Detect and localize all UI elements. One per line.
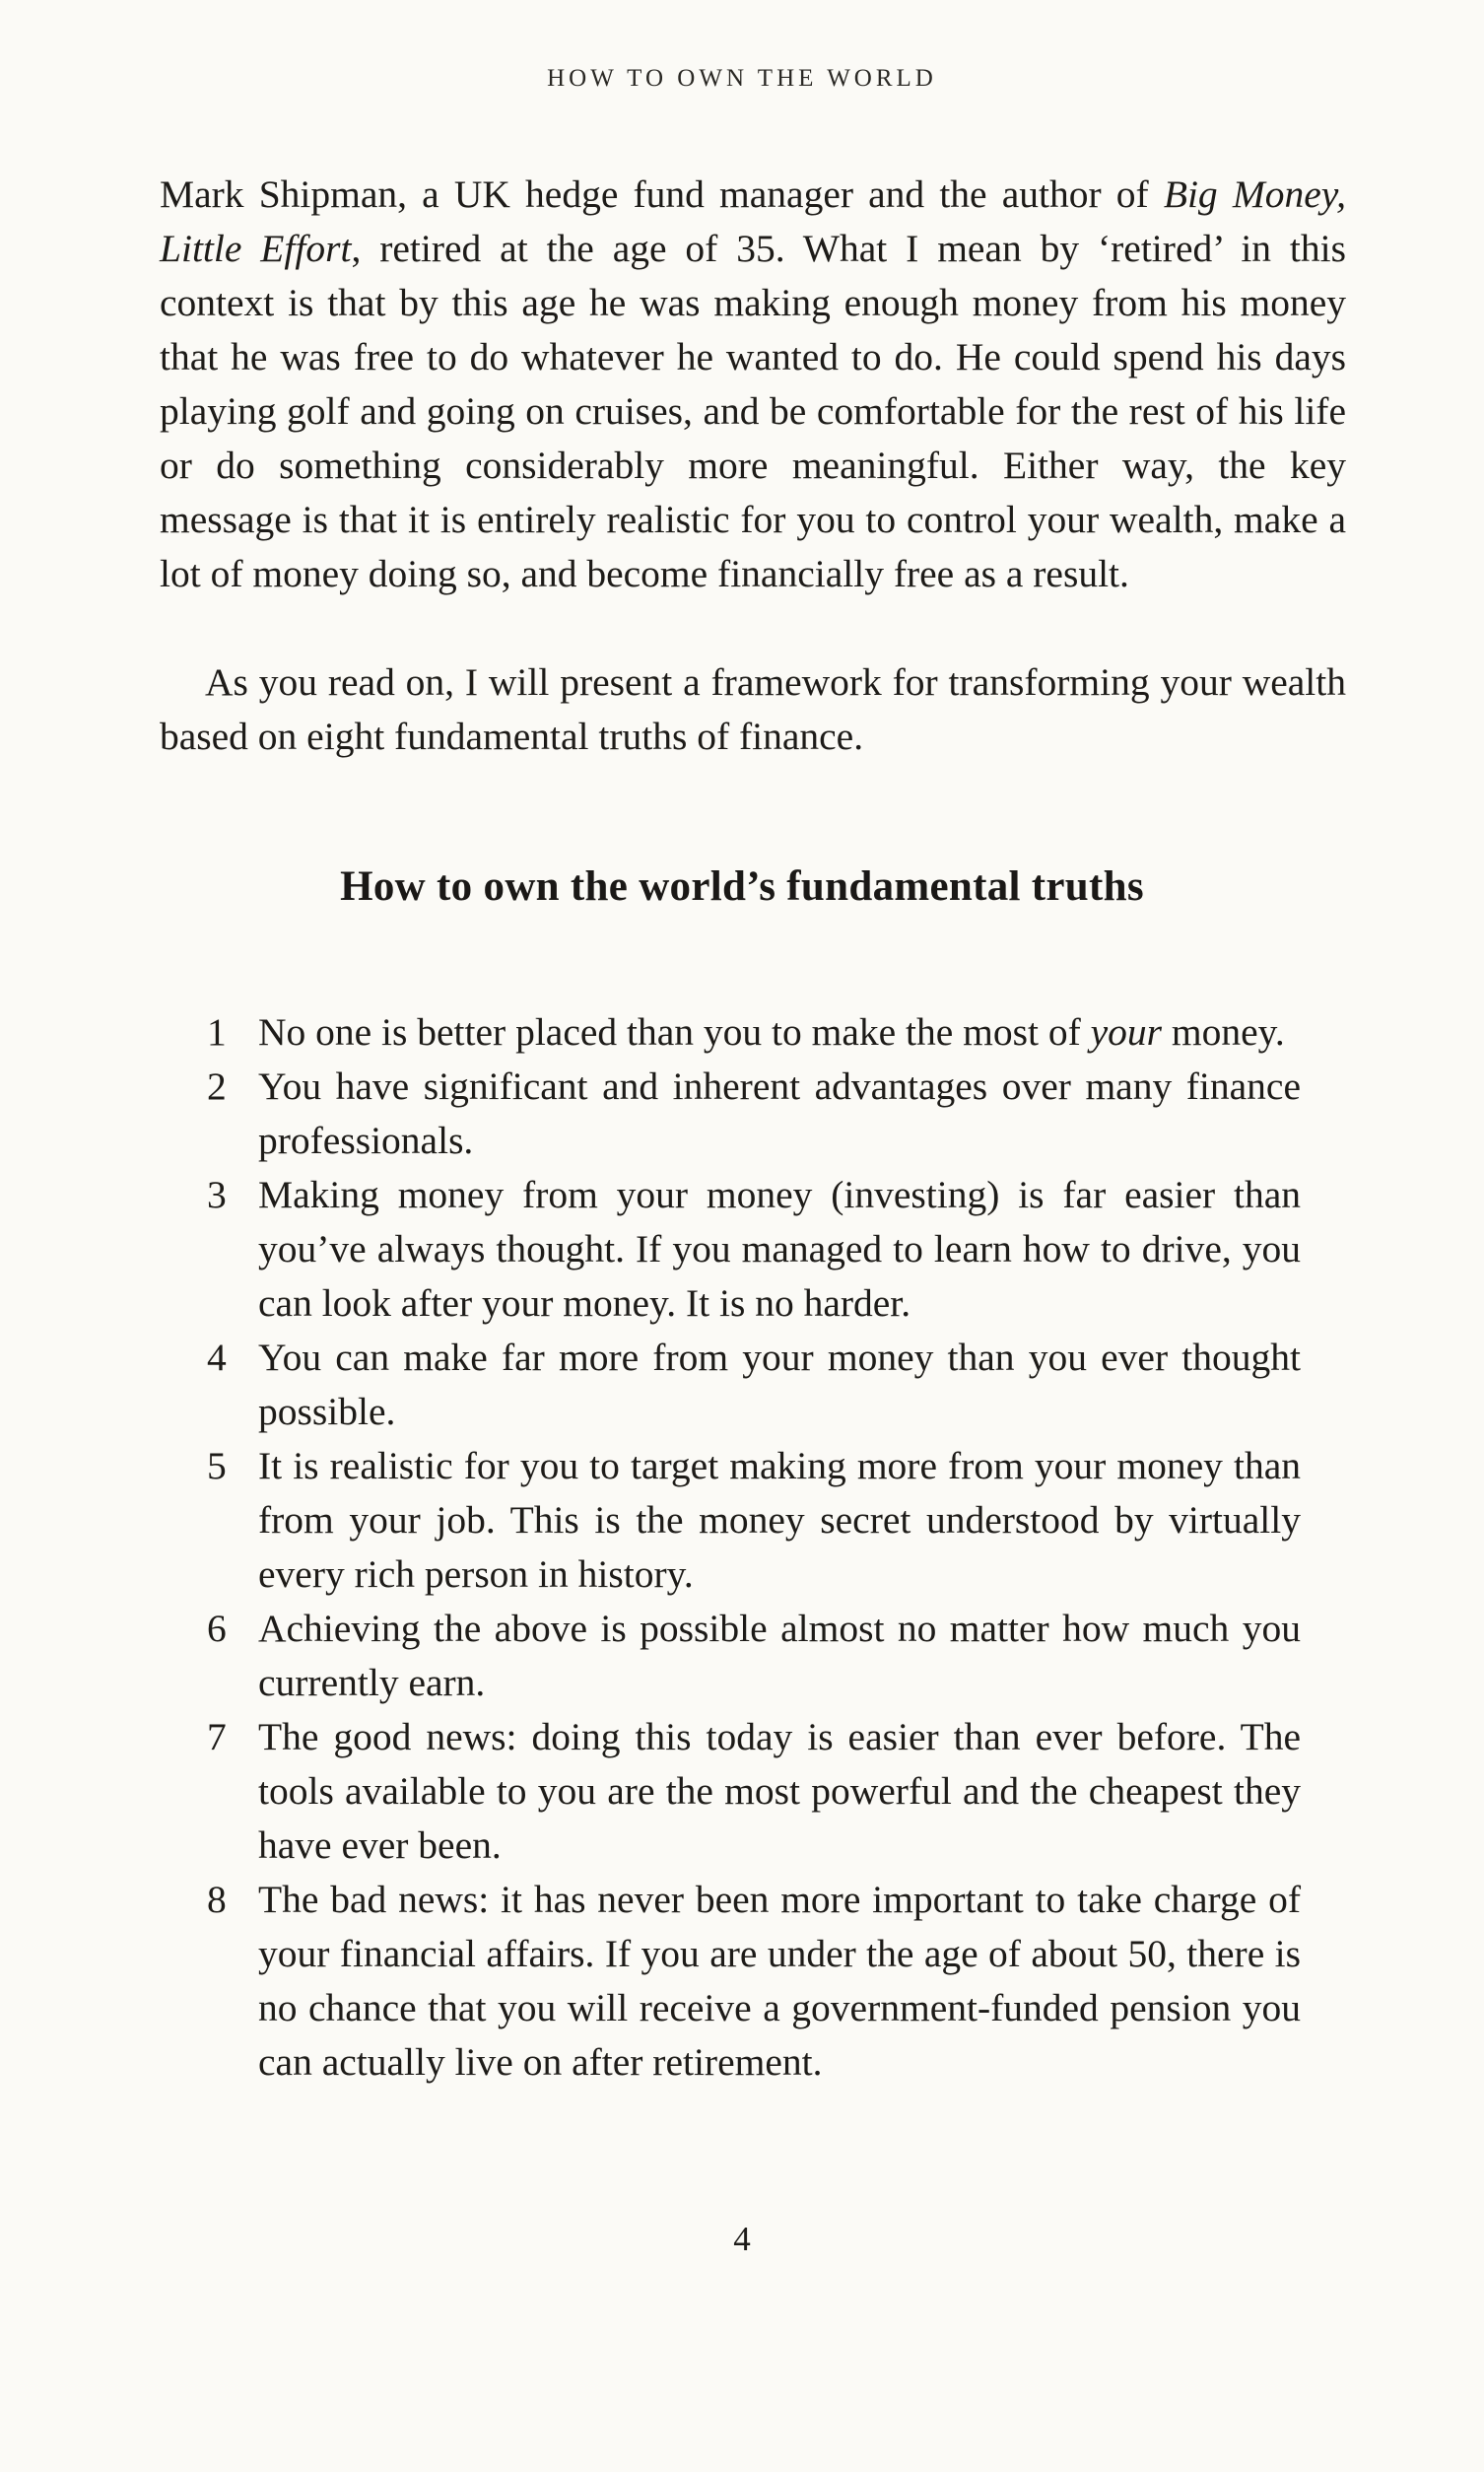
truth-text: The good news: doing this today is easier than ever before. The tools available to you are the most powerful and the cheapest they have ever been. [258, 1715, 1301, 1867]
truth-text-after: money. [1162, 1010, 1285, 1054]
book-title: Big Money, Little Effort [160, 172, 1346, 270]
truth-number: 3 [207, 1173, 227, 1216]
truth-number: 1 [207, 1010, 227, 1054]
truth-text: You can make far more from your money than you ever thought possible. [258, 1336, 1301, 1433]
paragraph-shipman [160, 168, 1346, 601]
truth-item-3 [207, 1168, 1301, 1331]
truth-text: You have significant and inherent advantages over many finance professionals. [258, 1064, 1301, 1162]
truth-item-4 [207, 1331, 1301, 1439]
truth-number: 8 [207, 1878, 227, 1921]
truth-number: 6 [207, 1607, 227, 1650]
truth-text: The bad news: it has never been more important to take charge of your financial affairs. If you are under the age of about 50, there is no chance that you will receive a government-funded pension you can actually live on after retirement. [258, 1878, 1301, 2084]
truth-number: 5 [207, 1444, 227, 1487]
section-heading: How to own the world’s fundamental truths [340, 863, 1144, 910]
truth-item-7 [207, 1710, 1301, 1873]
truth-number: 7 [207, 1715, 227, 1758]
truth-item-5 [207, 1439, 1301, 1602]
paragraph-text: , retired at the age of 35. What I mean by ‘retired’ in this context is that by this age he was making enough money from his money that he was free to do whatever he wanted to do. He could spend his days playing golf and going on cruises, and be comfortable for the rest of his life or do something considerably more meaningful. Either way, the key message is that it is entirely realistic for you to control your wealth, make a lot of money doing so, and become financially free as a result. [160, 227, 1347, 595]
truths-list [207, 1005, 1301, 2090]
running-head: HOW TO OWN THE WORLD [547, 65, 937, 92]
truth-emphasis: your [1090, 1010, 1163, 1054]
truth-text: Making money from your money (investing) is far easier than you’ve always thought. If you managed to learn how to drive, you can look after your money. It is no harder. [258, 1173, 1301, 1325]
truth-item-8 [207, 1873, 1301, 2090]
truth-number: 4 [207, 1336, 227, 1379]
truth-text: Achieving the above is possible almost no matter how much you currently earn. [258, 1607, 1301, 1704]
truth-item-1 [207, 1005, 1301, 1060]
truth-number: 2 [207, 1064, 227, 1108]
truth-text: No one is better placed than you to make the most of [258, 1010, 1091, 1054]
truth-item-6 [207, 1602, 1301, 1710]
page-number: 4 [733, 2220, 751, 2258]
paragraph-framework: As you read on, I will present a framework for transforming your wealth based on eight fundamental truths of finance. [160, 660, 1346, 758]
truth-text: It is realistic for you to target making more from your money than from your job. This is the money secret understood by virtually every rich person in history. [258, 1444, 1301, 1596]
paragraph-text: Mark Shipman, a UK hedge fund manager and the author of [160, 172, 1164, 216]
truth-item-2 [207, 1060, 1301, 1168]
